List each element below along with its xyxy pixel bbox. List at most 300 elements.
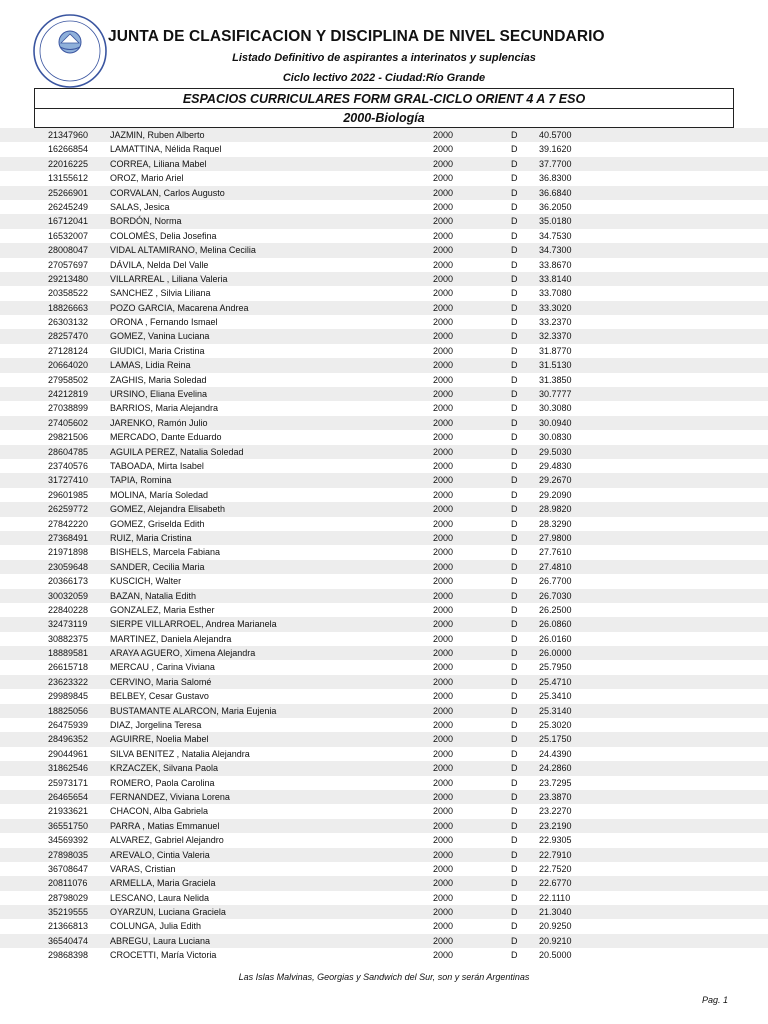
table-row <box>0 531 768 545</box>
table-row <box>0 128 768 142</box>
table-row <box>0 214 768 228</box>
subject-code: 2000 <box>433 475 454 486</box>
subject-code: 2000 <box>433 259 454 270</box>
candidate-dni: 27405602 <box>48 417 89 428</box>
candidate-score: 22.6770 <box>539 878 572 889</box>
candidate-name: ARMELLA, Maria Graciela <box>110 878 216 889</box>
candidate-type: D <box>511 849 518 860</box>
subject-code: 2000 <box>433 345 454 356</box>
candidate-score: 26.2500 <box>539 604 572 615</box>
candidate-score: 23.2190 <box>539 820 572 831</box>
candidate-dni: 16712041 <box>48 216 89 227</box>
candidate-name: BUSTAMANTE ALARCON, Maria Eujenia <box>110 705 277 716</box>
table-row <box>0 617 768 631</box>
candidate-score: 33.7080 <box>539 288 572 299</box>
candidate-type: D <box>511 561 518 572</box>
candidate-type: D <box>511 705 518 716</box>
subject-code: 2000 <box>433 705 454 716</box>
subject-code: 2000 <box>433 489 454 500</box>
candidate-type: D <box>511 590 518 601</box>
subject-code: 2000 <box>433 317 454 328</box>
candidate-dni: 16266854 <box>48 144 89 155</box>
candidate-type: D <box>511 878 518 889</box>
candidate-type: D <box>511 446 518 457</box>
candidate-name: ORONA , Fernando Ismael <box>110 317 218 328</box>
subject-code: 2000 <box>433 849 454 860</box>
candidate-score: 20.5000 <box>539 950 572 961</box>
candidate-dni: 26615718 <box>48 662 89 673</box>
subject-code: 2000 <box>433 460 454 471</box>
candidate-name: MERCADO, Dante Eduardo <box>110 432 222 443</box>
candidate-dni: 24212819 <box>48 389 89 400</box>
table-row <box>0 948 768 962</box>
subject-code: 2000 <box>433 907 454 918</box>
subject-code: 2000 <box>433 950 454 961</box>
subject-code: 2000 <box>433 935 454 946</box>
candidate-type: D <box>511 691 518 702</box>
candidate-dni: 26259772 <box>48 504 89 515</box>
subject-code: 2000 <box>433 331 454 342</box>
candidate-dni: 21933621 <box>48 806 89 817</box>
candidate-type: D <box>511 633 518 644</box>
candidate-dni: 28798029 <box>48 892 89 903</box>
candidate-dni: 26303132 <box>48 317 89 328</box>
candidate-name: KRZACZEK, Silvana Paola <box>110 763 219 774</box>
section-header <box>34 88 734 128</box>
table-row <box>0 603 768 617</box>
candidate-name: OYARZUN, Luciana Graciela <box>110 907 226 918</box>
candidate-type: D <box>511 389 518 400</box>
candidate-name: ZAGHIS, Maria Soledad <box>110 374 207 385</box>
candidate-dni: 34569392 <box>48 835 89 846</box>
candidate-score: 25.1750 <box>539 734 572 745</box>
candidate-name: DÁVILA, Nelda Del Valle <box>110 259 209 270</box>
candidate-name: COLUNGA, Julia Edith <box>110 921 202 932</box>
candidate-type: D <box>511 504 518 515</box>
table-row <box>0 732 768 746</box>
candidate-name: GOMEZ, Griselda Edith <box>110 518 205 529</box>
candidate-name: CORVALAN, Carlos Augusto <box>110 187 225 198</box>
table-row <box>0 589 768 603</box>
candidate-name: LAMATTINA, Nélida Raquel <box>110 144 222 155</box>
candidate-type: D <box>511 576 518 587</box>
candidate-dni: 28604785 <box>48 446 89 457</box>
table-row <box>0 876 768 890</box>
candidate-type: D <box>511 360 518 371</box>
candidate-score: 27.9800 <box>539 532 572 543</box>
candidate-dni: 36540474 <box>48 935 89 946</box>
subject-code: 2000 <box>433 446 454 457</box>
subject-code: 2000 <box>433 820 454 831</box>
table-row <box>0 833 768 847</box>
candidate-dni: 30032059 <box>48 590 89 601</box>
candidate-score: 29.4830 <box>539 460 572 471</box>
candidate-name: JARENKO, Ramón Julio <box>110 417 208 428</box>
subject-code: 2000 <box>433 216 454 227</box>
candidate-dni: 27038899 <box>48 403 89 414</box>
candidate-type: D <box>511 950 518 961</box>
table-row <box>0 416 768 430</box>
table-row <box>0 718 768 732</box>
candidate-score: 39.1620 <box>539 144 572 155</box>
table-row <box>0 473 768 487</box>
candidate-dni: 27128124 <box>48 345 89 356</box>
candidate-dni: 29868398 <box>48 950 89 961</box>
candidate-score: 37.7700 <box>539 158 572 169</box>
candidate-dni: 28008047 <box>48 245 89 256</box>
subject-code: 2000 <box>433 691 454 702</box>
candidate-type: D <box>511 144 518 155</box>
candidate-name: OROZ, Mario Ariel <box>110 173 184 184</box>
candidate-type: D <box>511 317 518 328</box>
candidate-score: 23.2270 <box>539 806 572 817</box>
subject-code: 2000 <box>433 417 454 428</box>
subject-code: 2000 <box>433 288 454 299</box>
candidate-name: MARTINEZ, Daniela Alejandra <box>110 633 232 644</box>
candidate-score: 27.7610 <box>539 547 572 558</box>
candidate-score: 25.3140 <box>539 705 572 716</box>
candidate-type: D <box>511 547 518 558</box>
page-number: Pag. 1 <box>701 995 728 1005</box>
candidate-type: D <box>511 475 518 486</box>
candidate-type: D <box>511 907 518 918</box>
candidate-dni: 31862546 <box>48 763 89 774</box>
table-row <box>0 387 768 401</box>
candidate-dni: 23740576 <box>48 460 89 471</box>
subject-code: 2000 <box>433 130 454 140</box>
subject-code: 2000 <box>433 547 454 558</box>
candidate-name: MOLINA, María Soledad <box>110 489 209 500</box>
candidate-score: 26.0860 <box>539 619 572 630</box>
table-row <box>0 286 768 300</box>
subject-code: 2000 <box>433 734 454 745</box>
subject-code: 2000 <box>433 806 454 817</box>
table-row <box>0 704 768 718</box>
table-row <box>0 819 768 833</box>
candidate-type: D <box>511 259 518 270</box>
table-row <box>0 848 768 862</box>
candidate-dni: 27958502 <box>48 374 89 385</box>
candidate-type: D <box>511 662 518 673</box>
candidate-type: D <box>511 201 518 212</box>
table-row <box>0 632 768 646</box>
subject-code: 2000 <box>433 576 454 587</box>
candidate-name: ALVAREZ, Gabriel Alejandro <box>110 835 224 846</box>
candidate-dni: 18889581 <box>48 648 89 659</box>
subject-code: 2000 <box>433 720 454 731</box>
table-row <box>0 373 768 387</box>
candidate-score: 24.4390 <box>539 748 572 759</box>
candidate-name: BORDÓN, Norma <box>110 216 182 227</box>
candidate-type: D <box>511 734 518 745</box>
candidate-score: 34.7530 <box>539 230 572 241</box>
table-row <box>0 574 768 588</box>
candidate-dni: 25973171 <box>48 777 89 788</box>
candidate-type: D <box>511 720 518 731</box>
candidate-name: VARAS, Cristian <box>110 863 176 874</box>
candidate-score: 40.5700 <box>539 130 572 140</box>
candidate-score: 21.3040 <box>539 907 572 918</box>
table-row <box>0 171 768 185</box>
candidate-score: 33.8670 <box>539 259 572 270</box>
candidate-type: D <box>511 403 518 414</box>
candidate-name: KUSCICH, Walter <box>110 576 182 587</box>
candidate-name: ARAYA AGUERO, Ximena Alejandra <box>110 648 256 659</box>
candidate-dni: 28257470 <box>48 331 89 342</box>
candidate-name: LAMAS, Lidia Reina <box>110 360 191 371</box>
candidate-type: D <box>511 417 518 428</box>
subject-code: 2000 <box>433 302 454 313</box>
candidate-type: D <box>511 345 518 356</box>
candidate-score: 27.4810 <box>539 561 572 572</box>
candidate-score: 23.7295 <box>539 777 572 788</box>
candidate-dni: 21971898 <box>48 547 89 558</box>
candidate-type: D <box>511 619 518 630</box>
subject-code: 2000 <box>433 432 454 443</box>
section-title: ESPACIOS CURRICULARES FORM GRAL-CICLO ORIENT 4 A 7 ESO <box>182 92 586 106</box>
table-row <box>0 358 768 372</box>
subject-code: 2000 <box>433 389 454 400</box>
candidate-dni: 30882375 <box>48 633 89 644</box>
subject-code: 2000 <box>433 201 454 212</box>
candidate-name: PARRA , Matias Emmanuel <box>110 820 220 831</box>
candidate-dni: 20358522 <box>48 288 89 299</box>
candidate-type: D <box>511 806 518 817</box>
table-row <box>0 502 768 516</box>
subject-code: 2000 <box>433 504 454 515</box>
candidate-type: D <box>511 288 518 299</box>
candidate-type: D <box>511 432 518 443</box>
candidate-name: TAPIA, Romina <box>110 475 172 486</box>
subject-code: 2000 <box>433 878 454 889</box>
subject-code: 2000 <box>433 245 454 256</box>
table-row <box>0 689 768 703</box>
table-row <box>0 488 768 502</box>
candidate-score: 22.1110 <box>539 892 571 903</box>
table-row <box>0 919 768 933</box>
table-row <box>0 891 768 905</box>
subject-code: 2000 <box>433 158 454 169</box>
subject-code: 2000 <box>433 662 454 673</box>
candidate-name: ABREGU, Laura Luciana <box>110 935 211 946</box>
candidate-name: SALAS, Jesica <box>110 201 170 212</box>
table-row <box>0 344 768 358</box>
candidate-type: D <box>511 676 518 687</box>
candidate-score: 22.7520 <box>539 863 572 874</box>
candidate-dni: 23623322 <box>48 676 89 687</box>
candidate-score: 30.0940 <box>539 417 572 428</box>
table-row <box>0 315 768 329</box>
candidate-score: 28.3290 <box>539 518 572 529</box>
candidate-name: JAZMIN, Ruben Alberto <box>110 130 205 140</box>
candidates-list <box>0 128 768 963</box>
subject-code: 2000 <box>433 777 454 788</box>
candidate-name: BAZAN, Natalia Edith <box>110 590 197 601</box>
subject-code: 2000 <box>433 763 454 774</box>
table-row <box>0 517 768 531</box>
candidate-name: SANCHEZ , Silvia Liliana <box>110 288 211 299</box>
candidate-dni: 29821506 <box>48 432 89 443</box>
table-row <box>0 776 768 790</box>
subject-code: 2000 <box>433 921 454 932</box>
table-row <box>0 675 768 689</box>
table-row <box>0 329 768 343</box>
candidate-score: 33.8140 <box>539 273 572 284</box>
candidate-dni: 18825056 <box>48 705 89 716</box>
candidate-type: D <box>511 532 518 543</box>
candidate-score: 33.3020 <box>539 302 572 313</box>
candidate-dni: 21347960 <box>48 130 89 140</box>
candidate-name: GIUDICI, Maria Cristina <box>110 345 205 356</box>
candidate-type: D <box>511 518 518 529</box>
candidate-type: D <box>511 273 518 284</box>
candidate-dni: 27057697 <box>48 259 89 270</box>
table-row <box>0 200 768 214</box>
candidate-name: CROCETTI, María Victoria <box>110 950 217 961</box>
candidate-dni: 23059648 <box>48 561 89 572</box>
subject-code: 2000 <box>433 561 454 572</box>
candidate-dni: 27368491 <box>48 532 89 543</box>
candidate-name: CERVINO, Maria Salomé <box>110 676 212 687</box>
candidate-dni: 18826663 <box>48 302 89 313</box>
candidate-score: 30.3080 <box>539 403 572 414</box>
table-row <box>0 401 768 415</box>
document-cycle: Ciclo lectivo 2022 - Ciudad:Río Grande <box>282 72 486 84</box>
subject-code: 2000 <box>433 892 454 903</box>
candidate-dni: 22840228 <box>48 604 89 615</box>
candidate-score: 25.4710 <box>539 676 572 687</box>
candidate-name: AGUILA PEREZ, Natalia Soledad <box>110 446 244 457</box>
candidate-score: 28.9820 <box>539 504 572 515</box>
candidate-type: D <box>511 460 518 471</box>
subject-code: 2000 <box>433 791 454 802</box>
candidate-type: D <box>511 835 518 846</box>
candidate-score: 26.7700 <box>539 576 572 587</box>
candidate-score: 24.2860 <box>539 763 572 774</box>
candidate-type: D <box>511 158 518 169</box>
candidate-dni: 21366813 <box>48 921 89 932</box>
table-row <box>0 157 768 171</box>
candidate-type: D <box>511 374 518 385</box>
table-row <box>0 646 768 660</box>
candidate-score: 22.7910 <box>539 849 572 860</box>
candidate-name: SANDER, Cecilia Maria <box>110 561 205 572</box>
candidate-name: GOMEZ, Vanina Luciana <box>110 331 210 342</box>
candidate-name: BISHELS, Marcela Fabiana <box>110 547 221 558</box>
candidate-score: 30.0830 <box>539 432 572 443</box>
candidate-score: 36.6840 <box>539 187 572 198</box>
candidate-score: 30.7777 <box>539 389 572 400</box>
candidate-score: 33.2370 <box>539 317 572 328</box>
candidate-dni: 31727410 <box>48 475 89 486</box>
subject-code: 2000 <box>433 532 454 543</box>
candidate-score: 31.8770 <box>539 345 572 356</box>
candidate-type: D <box>511 791 518 802</box>
candidate-type: D <box>511 935 518 946</box>
table-row <box>0 229 768 243</box>
candidate-type: D <box>511 748 518 759</box>
subject-code: 2000 <box>433 863 454 874</box>
subject-code: 2000 <box>433 187 454 198</box>
candidate-score: 29.5030 <box>539 446 572 457</box>
table-row <box>0 790 768 804</box>
subject-code: 2000 <box>433 676 454 687</box>
table-row <box>0 660 768 674</box>
table-row <box>0 186 768 200</box>
candidate-score: 31.5130 <box>539 360 572 371</box>
candidate-name: ROMERO, Paola Carolina <box>110 777 215 788</box>
subject-code: 2000 <box>433 619 454 630</box>
candidate-dni: 35219555 <box>48 907 89 918</box>
candidate-score: 32.3370 <box>539 331 572 342</box>
candidate-dni: 16532007 <box>48 230 89 241</box>
candidate-score: 35.0180 <box>539 216 572 227</box>
subject-code: 2000 <box>433 590 454 601</box>
candidate-name: LESCANO, Laura Nelida <box>110 892 210 903</box>
candidate-name: MERCAU , Carina Viviana <box>110 662 215 673</box>
candidate-type: D <box>511 230 518 241</box>
table-row <box>0 862 768 876</box>
candidate-name: POZO GARCIA, Macarena Andrea <box>110 302 249 313</box>
candidate-name: COLOMÉS, Delia Josefina <box>110 230 217 241</box>
candidate-dni: 27842220 <box>48 518 89 529</box>
table-row <box>0 934 768 948</box>
candidate-score: 22.9305 <box>539 835 572 846</box>
table-row <box>0 545 768 559</box>
candidate-score: 29.2090 <box>539 489 572 500</box>
table-row <box>0 142 768 156</box>
candidate-type: D <box>511 763 518 774</box>
table-row <box>0 445 768 459</box>
candidate-dni: 32473119 <box>48 619 88 630</box>
candidate-score: 36.2050 <box>539 201 572 212</box>
candidate-name: GOMEZ, Alejandra Elisabeth <box>110 504 226 515</box>
subject-code: 2000 <box>433 173 454 184</box>
candidate-dni: 29601985 <box>48 489 89 500</box>
table-row <box>0 804 768 818</box>
footer-note: Las Islas Malvinas, Georgias y Sandwich del Sur, son y serán Argentinas <box>238 972 530 982</box>
candidate-name: GONZALEZ, Maria Esther <box>110 604 215 615</box>
table-row <box>0 761 768 775</box>
document-title: JUNTA DE CLASIFICACION Y DISCIPLINA DE NIVEL SECUNDARIO <box>108 28 605 45</box>
table-row <box>0 430 768 444</box>
candidate-name: SIERPE VILLARROEL, Andrea Marianela <box>110 619 277 630</box>
candidate-type: D <box>511 921 518 932</box>
subject-code: 2000 <box>433 518 454 529</box>
subject-code: 2000 <box>433 230 454 241</box>
candidate-type: D <box>511 892 518 903</box>
candidate-score: 26.0000 <box>539 648 572 659</box>
candidate-name: BARRIOS, Maria Alejandra <box>110 403 219 414</box>
candidate-score: 36.8300 <box>539 173 572 184</box>
document-subtitle: Listado Definitivo de aspirantes a interinatos y suplencias <box>232 52 536 64</box>
candidate-score: 25.7950 <box>539 662 572 673</box>
candidate-score: 34.7300 <box>539 245 572 256</box>
candidate-name: SILVA BENITEZ , Natalia Alejandra <box>110 748 250 759</box>
candidate-dni: 20366173 <box>48 576 89 587</box>
candidate-dni: 26465654 <box>48 791 89 802</box>
candidate-score: 31.3850 <box>539 374 572 385</box>
candidate-name: FERNANDEZ, Viviana Lorena <box>110 791 230 802</box>
subject-code: 2000 <box>433 604 454 615</box>
candidate-type: D <box>511 173 518 184</box>
subject-code: 2000 <box>433 835 454 846</box>
candidate-dni: 26475939 <box>48 720 89 731</box>
candidate-dni: 29044961 <box>48 748 89 759</box>
subject-code: 2000 <box>433 633 454 644</box>
candidate-name: VIDAL ALTAMIRANO, Melina Cecilia <box>110 245 256 256</box>
table-row <box>0 905 768 919</box>
